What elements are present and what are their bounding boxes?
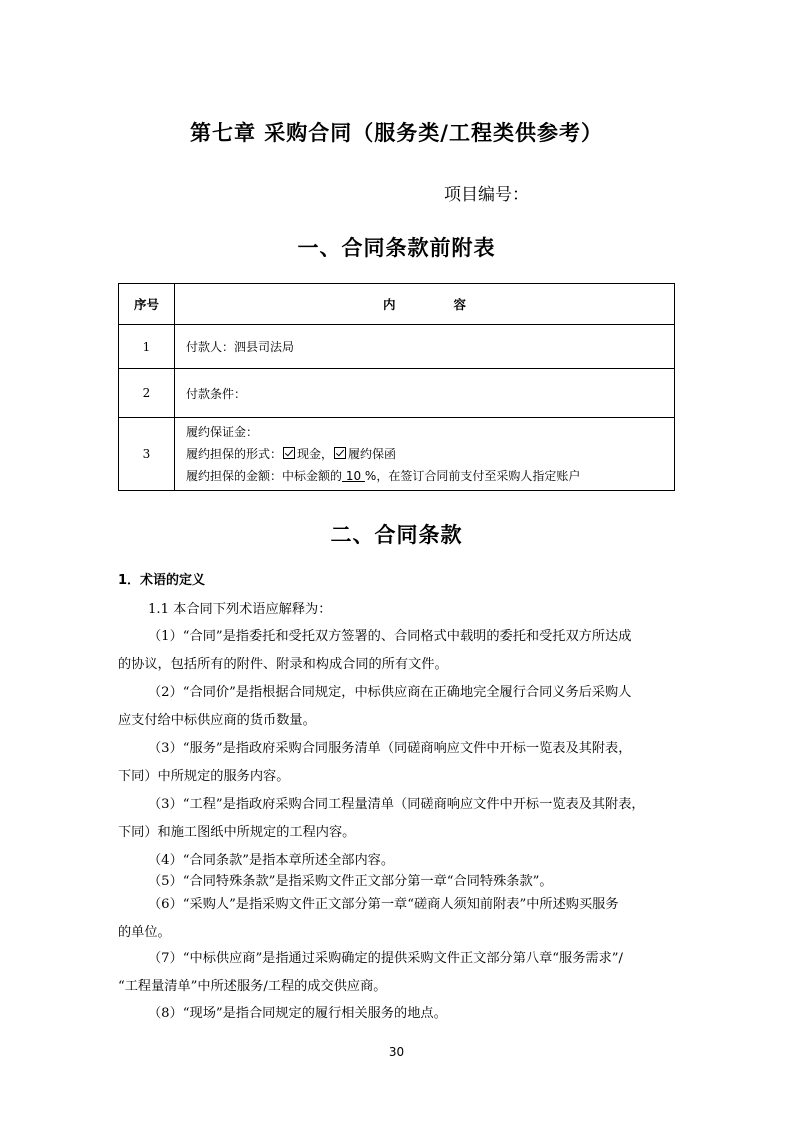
table-header-row [119, 284, 675, 325]
guarantee-percent: 10 [342, 469, 365, 483]
chapter-title: 第七章 采购合同（服务类/工程类供参考） [190, 121, 603, 145]
definition-paragraph: （6）“采购人”是指采购文件正文部分第一章“磋商人须知前附表”中所述购买服务 的单位。 [118, 897, 619, 940]
clause-heading: 1．术语的定义 [118, 573, 206, 588]
definition-paragraph: （3）“工程”是指政府采购合同工程量清单（同磋商响应文件中开标一览表及其附表， 下同）和施工图纸中所规定的工程内容。 [118, 797, 645, 840]
definition-paragraph: （2）“合同价”是指根据合同规定，中标供应商在正确地完全履行合同义务后采购人 应支付给中标供应商的货币数量。 [118, 685, 632, 728]
row-no: 3 [119, 418, 175, 491]
guarantee-form-line: 履约担保的形式： 现金， 履约保函 [186, 447, 397, 461]
header-no: 序号 [119, 284, 175, 325]
row-content [175, 418, 675, 491]
page-number: 30 [388, 1045, 405, 1059]
definition-paragraph: （3）“服务”是指政府采购合同服务清单（同磋商响应文件中开标一览表及其附表， 下同）中所规定的服务内容。 [118, 741, 632, 784]
definition-paragraph: （7）“中标供应商”是指通过采购确定的提供采购文件正文部分第八章“服务需求”/ “工程量清单”中所述服务/工程的成交供应商。 [118, 951, 623, 994]
row-content: 付款人：泗县司法局 [175, 325, 675, 369]
row-content: 付款条件： [175, 369, 675, 418]
section-title-clauses: 二、合同条款 [330, 523, 463, 547]
header-content: 内容 [175, 284, 675, 325]
section-title-annex: 一、合同条款前附表 [297, 236, 496, 260]
guarantee-deposit-label: 履约保证金： [186, 425, 259, 439]
table-row [119, 418, 675, 491]
definition-paragraph: （1）“合同”是指委托和受托双方签署的、合同格式中载明的委托和受托双方所达成 的协议，包括所有的附件、附录和构成合同的所有文件。 [118, 629, 632, 672]
table-row [119, 325, 675, 369]
row-no: 1 [119, 325, 175, 369]
guarantee-amount-line: 履约担保的金额：中标金额的 10 %，在签订合同前支付至采购人指定账户 [186, 469, 581, 483]
definition-paragraph: （8）“现场”是指合同规定的履行相关服务的地点。 [148, 1006, 447, 1021]
contract-annex-table [118, 283, 675, 491]
table-row [119, 369, 675, 418]
row-no: 2 [119, 369, 175, 418]
definition-paragraph: （4）“合同条款”是指本章所述全部内容。 [148, 853, 395, 868]
checked-box-icon [334, 447, 346, 459]
project-number-label: 项目编号： [444, 185, 529, 205]
definition-paragraph: （5）“合同特殊条款”是指采购文件正文部分第一章“合同特殊条款”。 [148, 874, 553, 889]
checked-box-icon [283, 447, 295, 459]
clause-intro: 1.1 本合同下列术语应解释为： [148, 602, 332, 617]
